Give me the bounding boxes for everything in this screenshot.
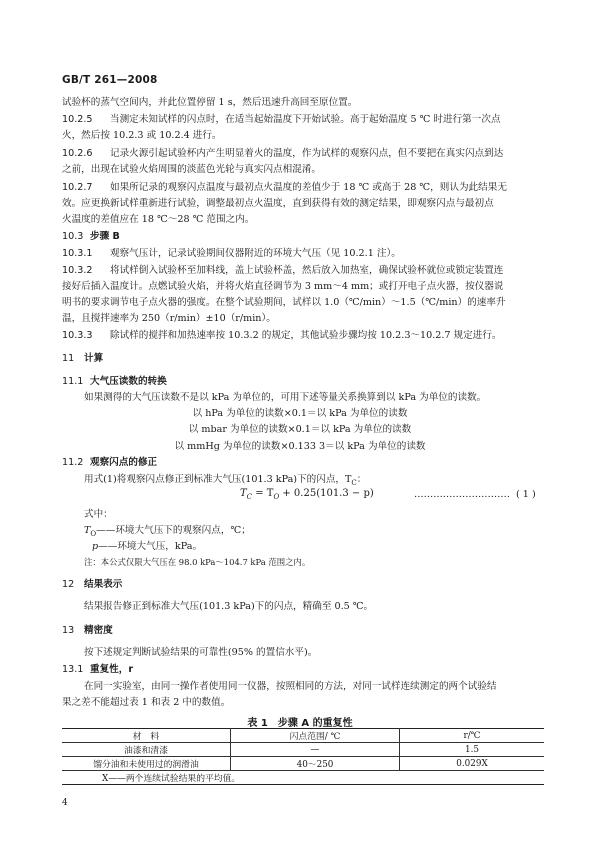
section-10-3 [62, 230, 120, 243]
formula-text: + 0.25(101.3 − p) [279, 488, 374, 499]
clause-10-2-7 [62, 181, 507, 194]
section-title: 观察闪点的修正 [90, 457, 158, 468]
section-12 [62, 578, 122, 591]
paragraph-line: 按下述规定判断试验结果的可靠性(95% 的置信水平)。 [84, 647, 318, 658]
table-row [62, 757, 544, 771]
clause-number: 10.3.3 [62, 330, 93, 341]
page-number: 4 [62, 798, 68, 808]
equation-leader-dots: ………………………… [414, 489, 510, 500]
subscript: O [273, 493, 280, 501]
table-header-cell: r/℃ [400, 729, 545, 743]
paragraph-line: 将试样倒入试验杯至加料线，盖上试验杯盖，然后放入加热室，确保试验杯就位或锁定装置连 [110, 265, 504, 276]
paragraph-line: 结果报告修正到标准大气压(101.3 kPa)下的闪点，精确至 0.5 ℃。 [84, 601, 374, 612]
formula-symbol: T [240, 488, 247, 499]
definition-line [84, 524, 251, 541]
section-number: 11.2 [62, 457, 84, 468]
paragraph-line: 记录火源引起试验杯内产生明显着火的温度，作为试样的观察闪点，但不要把在真实闪点到达 [110, 148, 504, 159]
conversion-line: 以 hPa 为单位的读数×0.1＝以 kPa 为单位的读数 [192, 408, 408, 419]
paragraph-text: ： [356, 474, 367, 485]
section-title: 步骤 B [90, 231, 120, 242]
section-number: 11.1 [62, 376, 84, 387]
clause-10-2-6 [62, 147, 503, 160]
paragraph-line: 接好后插入温度计。点燃试验火焰，并将火焰直径调节为 3 mm～4 mm；或打开电子点火器，按仪器说 [62, 281, 504, 292]
section-11-2 [62, 456, 157, 469]
table-cell: 1.5 [400, 743, 545, 757]
subscript: C [351, 478, 357, 487]
section-13 [62, 624, 113, 637]
formula-text: = T [252, 488, 274, 499]
paragraph-line: 观察气压计，记录试验期间仪器附近的环境大气压（见 10.2.1 注）。 [110, 248, 401, 259]
section-number: 11 [62, 353, 75, 364]
table-cell: 馏分油和未使用过的润滑油 [62, 757, 231, 771]
definition-text: ——环境大气压，kPa。 [98, 541, 203, 552]
section-title: 计算 [84, 353, 104, 364]
section-number: 13.1 [62, 664, 84, 675]
section-11 [62, 352, 103, 365]
clause-10-3-1 [62, 247, 401, 260]
section-13-1 [62, 663, 133, 676]
paragraph-line: 之前，出现在试验火焰周围的淡蓝色光轮与真实闪点相混淆。 [62, 164, 322, 175]
table-cell: 40～250 [231, 757, 400, 771]
paragraph-line: 除试样的搅拌和加热速率按 10.3.2 的规定，其他试验步骤均按 10.2.3～10.2.7 规定进行。 [110, 330, 502, 341]
repeatability-table [62, 728, 544, 785]
table-row [62, 743, 544, 757]
section-number: 10.3 [62, 231, 84, 242]
symbol: p [92, 541, 99, 552]
table-header-cell: 材 料 [62, 729, 231, 743]
table-cell: — [231, 743, 400, 757]
clause-number: 10.2.6 [62, 148, 93, 159]
clause-10-2-5 [62, 113, 501, 126]
formula-1 [240, 488, 374, 501]
equation-number: ( 1 ) [516, 489, 536, 500]
section-11-1 [62, 375, 167, 388]
where-label: 式中： [84, 509, 113, 520]
definition-text: ——环境大气压下的观察闪点，℃； [96, 525, 251, 536]
symbol: T [84, 525, 91, 536]
conversion-line: 以 mbar 为单位的读数×0.1＝以 kPa 为单位的读数 [188, 424, 412, 435]
clause-number: 10.3.1 [62, 248, 93, 259]
subscript: O [90, 529, 97, 538]
clause-10-3-2 [62, 264, 503, 277]
paragraph-text: 用式(1)将观察闪点修正到标准大气压(101.3 kPa)下的闪点，T [84, 474, 352, 485]
section-title: 结果表示 [84, 579, 123, 590]
paragraph-line: 在同一实验室，由同一操作者使用同一仪器，按照相同的方法，对同一试样连续测定的两个试验结 [84, 681, 497, 692]
note: 注：本公式仅限大气压在 98.0 kPa～104.7 kPa 范围之内。 [84, 557, 311, 567]
standard-code-header: GB/T 261—2008 [62, 74, 158, 86]
clause-10-3-3 [62, 329, 502, 342]
clause-number: 10.2.5 [62, 114, 93, 125]
table-footnote: X——两个连续试验结果的平均值。 [62, 771, 544, 785]
definition-line [92, 540, 202, 553]
subscript: C [246, 493, 253, 501]
paragraph-line: 果之差不能超过表 1 和表 2 中的数值。 [62, 697, 231, 708]
paragraph-line: 效。应更换新试样重新进行试验，调整最初点火温度，直到获得有效的测定结果，即观察闪点与最初点 [62, 198, 494, 209]
paragraph-line: 火温度的差值应在 18 ℃～28 ℃ 范围之内。 [62, 214, 255, 225]
section-title: 大气压读数的转换 [90, 376, 167, 387]
paragraph-line: 如果测得的大气压读数不是以 kPa 为单位的，可用下述等量关系换算到以 kPa 为单位的读数。 [84, 392, 487, 403]
paragraph-line: 当测定未知试样的闪点时，在适当起始温度下开始试验。高于起始温度 5 ℃ 时进行第一次点 [110, 114, 501, 125]
paragraph-line: 明书的要求调节电子点火器的强度。在整个试验期间，试样以 1.0（℃/min）～1.5（℃/min）的速率升 [62, 297, 506, 308]
section-number: 13 [62, 625, 75, 636]
table-cell: 油漆和清漆 [62, 743, 231, 757]
paragraph-line: 温，且搅拌速率为 250（r/min）±10（r/min）。 [62, 313, 276, 324]
table-cell: 0.029X [400, 757, 545, 771]
conversion-line: 以 mmHg 为单位的读数×0.133 3＝以 kPa 为单位的读数 [174, 441, 426, 452]
paragraph-line: 试验杯的蒸气空间内，并此位置停留 1 s，然后迅速升高回至原位置。 [62, 97, 358, 108]
paragraph-line: 如果所记录的观察闪点温度与最初点火温度的差值少于 18 ℃ 或高于 28 ℃，则认为此结果无 [110, 182, 507, 193]
clause-number: 10.2.7 [62, 182, 93, 193]
table-header-cell: 闪点范围/ ℃ [231, 729, 400, 743]
table-footnote-row [62, 771, 544, 785]
section-number: 12 [62, 579, 75, 590]
section-title: 精密度 [84, 625, 113, 636]
table-title: 表 1 步骤 A 的重复性 [247, 718, 353, 729]
clause-number: 10.3.2 [62, 265, 93, 276]
paragraph-line: 火，然后按 10.2.3 或 10.2.4 进行。 [62, 130, 222, 141]
table-header-row [62, 729, 544, 743]
section-title: 重复性，r [90, 664, 134, 675]
